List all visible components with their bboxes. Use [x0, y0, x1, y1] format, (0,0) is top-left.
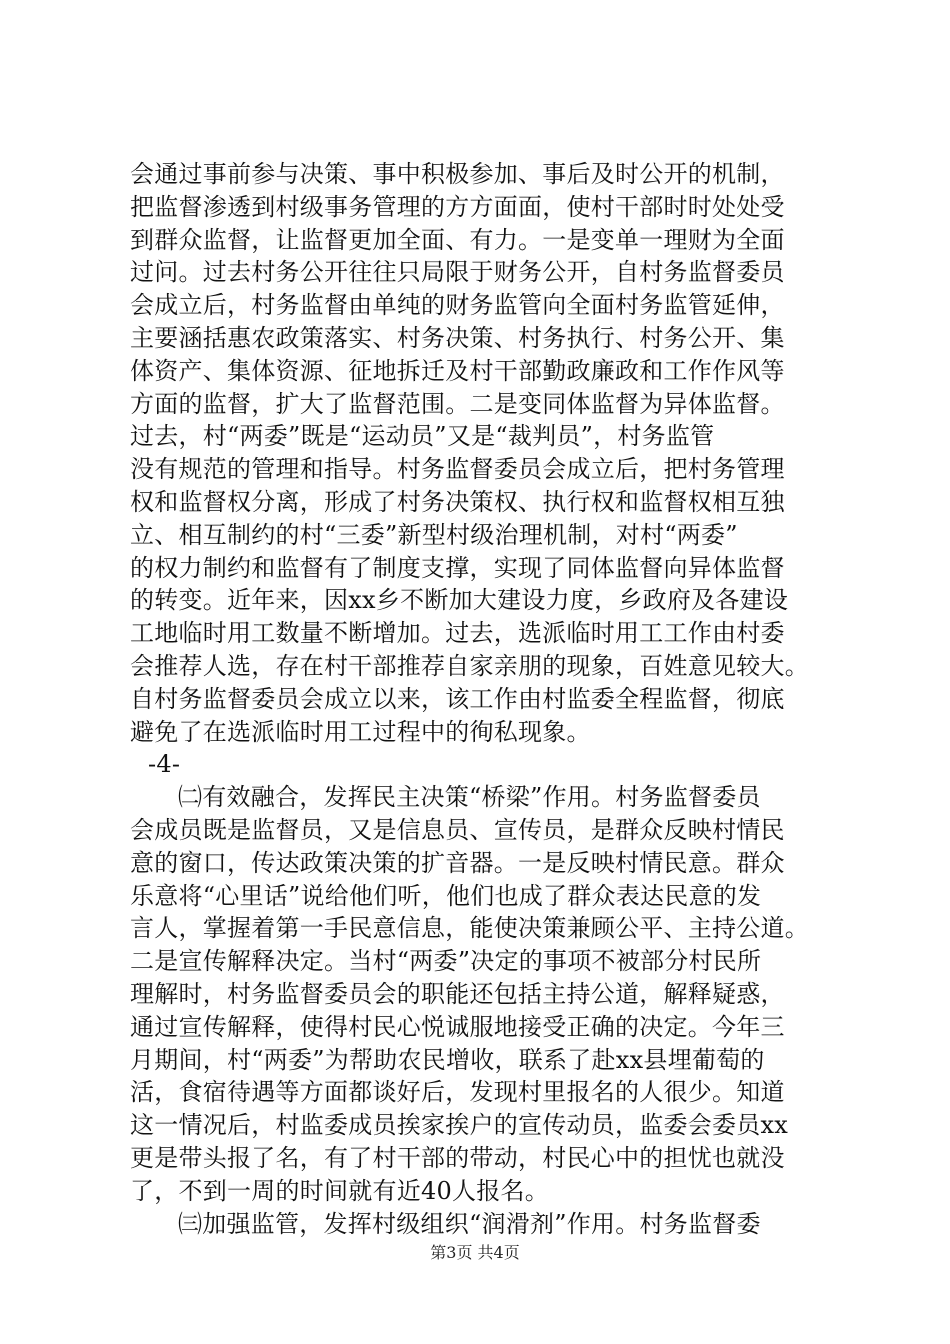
text-line: 方面的监督，扩大了监督范围。二是变同体监督为异体监督。	[130, 389, 785, 418]
paragraph-1	[130, 158, 830, 748]
text-line: 二是宣传解释决定。当村“两委”决定的事项不被部分村民所	[130, 947, 762, 976]
text-line: 理解时，村务监督委员会的职能还包括主持公道，解释疑惑，	[130, 979, 785, 1008]
text-line: 了，不到一周的时间就有近40人报名。	[130, 1176, 550, 1205]
text-line: 活，食宿待遇等方面都谈好后，发现村里报名的人很少。知道	[130, 1078, 785, 1107]
text-line: 过去，村“两委”既是“运动员”又是“裁判员”，村务监管	[130, 422, 715, 451]
text-line: 月期间，村“两委”为帮助农民增收，联系了赴xx县埋葡萄的	[130, 1045, 765, 1074]
text-line: 没有规范的管理和指导。村务监督委员会成立后，把村务管理	[130, 455, 785, 484]
text-line: 会成员既是监督员，又是信息员、宣传员，是群众反映村情民	[130, 815, 785, 844]
text-line: 过问。过去村务公开往往只局限于财务公开，自村务监督委员	[130, 258, 785, 287]
paragraph-3	[130, 1208, 830, 1241]
text-line: 的权力制约和监督有了制度支撑，实现了同体监督向异体监督	[130, 553, 785, 582]
text-line: 工地临时用工数量不断增加。过去，选派临时用工工作由村委	[130, 619, 785, 648]
text-line: 会推荐人选，存在村干部推荐自家亲朋的现象，百姓意见较大。	[130, 651, 809, 680]
text-line: 言人，掌握着第一手民意信息，能使决策兼顾公平、主持公道。	[130, 914, 809, 943]
text-line: 体资产、集体资源、征地拆迁及村干部勤政廉政和工作作风等	[130, 356, 785, 385]
paragraph-2	[130, 781, 830, 1207]
text-line: 乐意将“心里话”说给他们听，他们也成了群众表达民意的发	[130, 881, 762, 910]
text-line: 会成立后，村务监督由单纯的财务监管向全面村务监管延伸，	[130, 291, 785, 320]
text-line: 立、相互制约的村“三委”新型村级治理机制，对村“两委”	[130, 520, 738, 549]
text-line: 权和监督权分离，形成了村务决策权、执行权和监督权相互独	[130, 487, 785, 516]
text-line: 到群众监督，让监督更加全面、有力。一是变单一理财为全面	[130, 225, 785, 254]
text-line: 主要涵括惠农政策落实、村务决策、村务执行、村务公开、集	[130, 323, 785, 352]
text-line: ㈢加强监管，发挥村级组织“润滑剂”作用。村务监督委	[178, 1209, 761, 1238]
text-line: 通过宣传解释，使得村民心悦诚服地接受正确的决定。今年三	[130, 1012, 785, 1041]
text-line: 会通过事前参与决策、事中积极参加、事后及时公开的机制，	[130, 160, 785, 188]
text-line: 避免了在选派临时用工过程中的徇私现象。	[130, 717, 591, 746]
text-line: 这一情况后，村监委成员挨家挨户的宣传动员，监委会委员xx	[130, 1111, 789, 1140]
document-body	[130, 158, 830, 1240]
text-line: ㈡有效融合，发挥民主决策“桥梁”作用。村务监督委员	[178, 783, 761, 812]
page-number-mark: -4-	[148, 750, 181, 779]
text-line: 的转变。近年来，因xx乡不断加大建设力度，乡政府及各建设	[130, 586, 789, 615]
text-line: 意的窗口，传达政策决策的扩音器。一是反映村情民意。群众	[130, 848, 785, 877]
text-line: 自村务监督委员会成立以来，该工作由村监委全程监督，彻底	[130, 684, 785, 713]
page-footer: 第3页 共4页	[430, 1243, 520, 1262]
text-line: 把监督渗透到村级事务管理的方方面面，使村干部时时处处受	[130, 192, 785, 221]
text-line: 更是带头报了名，有了村干部的带动，村民心中的担忧也就没	[130, 1143, 785, 1172]
